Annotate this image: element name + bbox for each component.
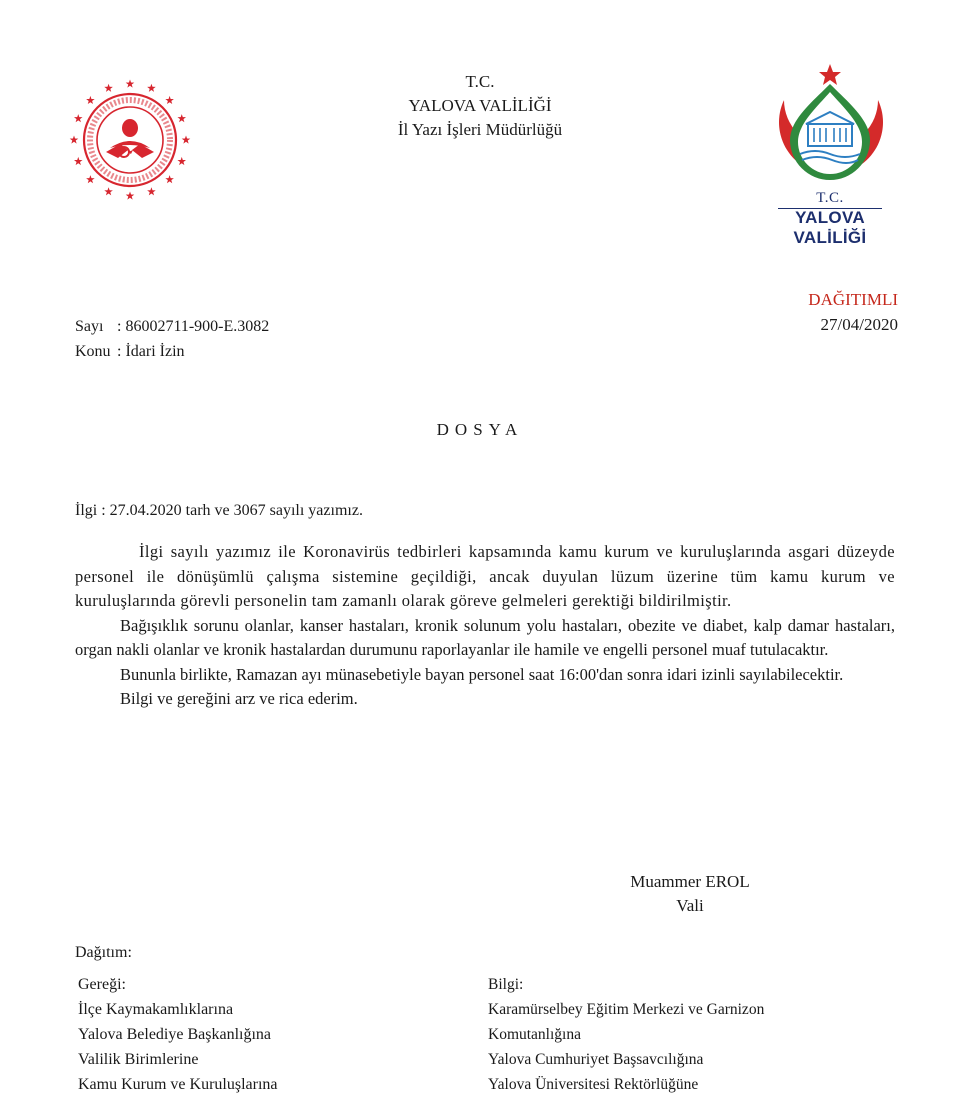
seal-star xyxy=(147,84,156,92)
seal-star xyxy=(74,157,83,165)
bilgi-item: Karamürselbey Eğitim Merkezi ve Garnizon xyxy=(488,1001,765,1018)
letter-body xyxy=(75,540,895,712)
paragraph-3: Bununla birlikte, Ramazan ayı münasebetiyle bayan personel saat 16:00'dan sonra idari izinli sayılabilecektir. xyxy=(120,664,844,684)
logo-name: YALOVA VALİLİĞİ xyxy=(793,208,867,247)
seal-star xyxy=(165,96,174,104)
sayi-value: : 86002711-900-E.3082 xyxy=(117,318,270,335)
government-seal-icon xyxy=(68,78,192,202)
konu-row xyxy=(75,343,185,361)
reference-line: İlgi : 27.04.2020 tarh ve 3067 sayılı yazımız. xyxy=(75,502,363,519)
seal-star xyxy=(126,80,135,88)
seal-star xyxy=(177,157,186,165)
seal-star xyxy=(86,96,95,104)
signature-block xyxy=(590,870,790,918)
seal-star xyxy=(104,84,113,92)
paragraph-1: İlgi sayılı yazımız ile Koronavirüs tedbirleri kapsamında kamu kurum ve kuruluşlarında asgari düzeyde personel ile dönüşümlü çalışma sistemine geçildiği, ancak duyulan lüzum üzerine tüm kamu kurum ve kuruluşlarında görevli personelin tam zamanlı olarak göreve gelmeleri gerektiği bildirilmiştir. xyxy=(75,542,895,610)
seal-star xyxy=(70,136,79,144)
seal-star xyxy=(126,192,135,200)
document-title: DOSYA xyxy=(436,420,524,439)
gereği-label: Gereği: xyxy=(78,976,126,993)
seal-star xyxy=(147,187,156,195)
yalova-valiligi-logo xyxy=(760,62,900,247)
logo-tc: T.C. xyxy=(816,190,844,206)
paragraph-4: Bilgi ve gereğini arz ve rica ederim. xyxy=(120,689,358,708)
paragraph-2: Bağışıklık sorunu olanlar, kanser hastaları, kronik solunum yolu hastaları, obezite ve diabet, kalp damar hastaları, organ nakli olanlar ve kronik hastalardan durumunu raporlayanlar ile hamile ve engelli personel muaf tutulacaktır. xyxy=(75,615,895,659)
bilgi-item: Yalova Üniversitesi Rektörlüğüne xyxy=(488,1076,699,1093)
document-date: 27/04/2020 xyxy=(820,315,898,334)
distribution-mark: DAĞITIMLI xyxy=(808,290,898,309)
bilgi-label: Bilgi: xyxy=(488,976,524,993)
gereği-item: Valilik Birimlerine xyxy=(78,1051,199,1068)
bilgi-item: Komutanlığına xyxy=(488,1026,581,1043)
seal-star xyxy=(74,114,83,122)
seal-star xyxy=(104,187,113,195)
bilgi-item: Yalova Cumhuriyet Başsavcılığına xyxy=(488,1051,704,1068)
header-tc: T.C. xyxy=(465,72,495,91)
seal-star xyxy=(86,175,95,183)
gereği-item: Yalova Belediye Başkanlığına xyxy=(78,1026,272,1043)
sayi-label: Sayı xyxy=(75,318,104,335)
seal-star xyxy=(165,175,174,183)
signatory-title: Vali xyxy=(676,896,704,915)
header-department: İl Yazı İşleri Müdürlüğü xyxy=(397,120,563,139)
bilgi-column xyxy=(488,972,764,1097)
sayi-row xyxy=(75,318,269,336)
seal-star xyxy=(177,114,186,122)
gereği-item: Kamu Kurum ve Kuruluşlarına xyxy=(78,1076,278,1093)
signatory-name: Muammer EROL xyxy=(630,872,750,891)
header-institution: YALOVA VALİLİĞİ xyxy=(408,96,552,115)
gereği-column xyxy=(78,972,278,1097)
seal-star xyxy=(182,136,191,144)
konu-value: : İdari İzin xyxy=(117,343,185,360)
distribution-heading: Dağıtım: xyxy=(75,944,132,961)
konu-label: Konu xyxy=(75,343,111,360)
crescent-logo-icon xyxy=(760,62,900,188)
letterhead xyxy=(330,70,630,142)
gereği-item: İlçe Kaymakamlıklarına xyxy=(78,1001,234,1018)
